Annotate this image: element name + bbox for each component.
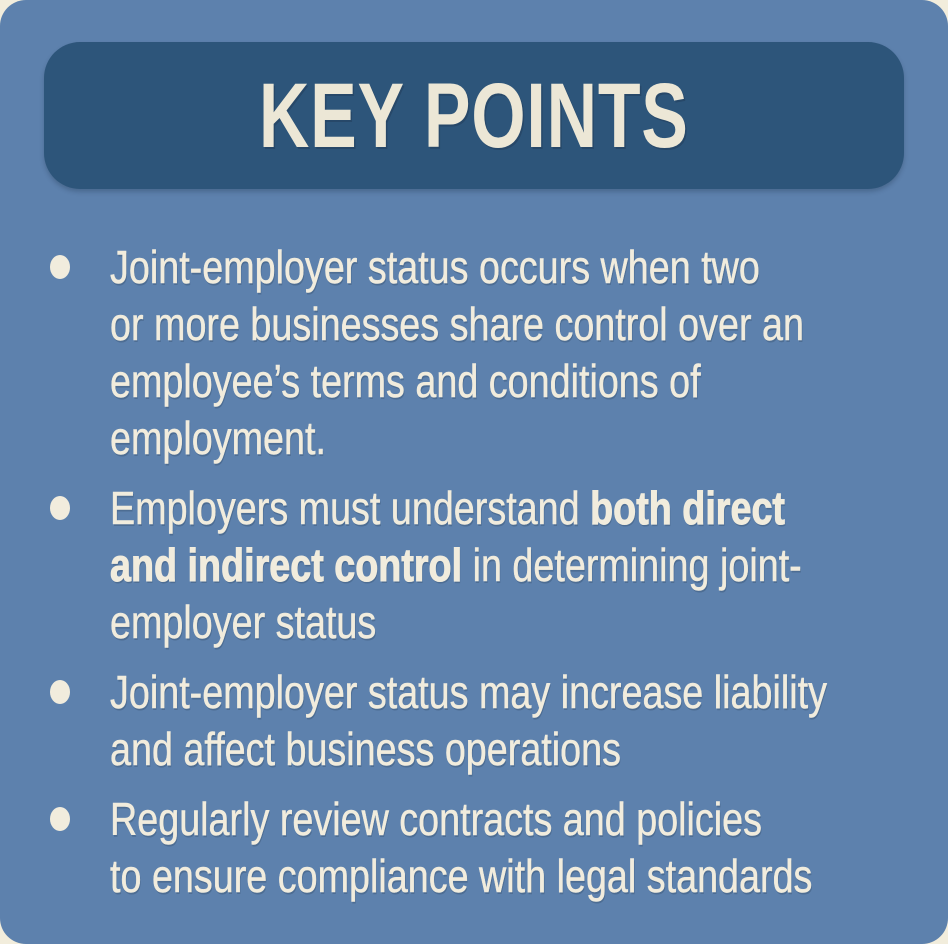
bullet-text-segment: Joint-employer status occurs when two [110,241,760,293]
key-points-list [0,239,948,905]
bullet-text [110,239,804,467]
bullet-text-segment: or more businesses share control over an [110,298,804,350]
bullet-dot-icon [50,255,70,279]
bullet-text-segment: employee’s terms and conditions of [110,355,701,407]
list-item [50,239,918,467]
bullet-text [110,664,827,778]
bullet-text-segment: Joint-employer status may increase liability [110,666,827,718]
bullet-text-segment: in determining joint- [462,539,802,591]
bullet-text [110,480,802,651]
bullet-dot-icon [50,807,70,831]
bullet-text-bold-segment: and indirect control [110,539,463,591]
bullet-text-segment: employer status [110,596,377,648]
bullet-text-segment: Regularly review contracts and policies [110,793,763,845]
bullet-text-segment: to ensure compliance with legal standards [110,850,813,902]
bullet-text-bold-segment: both direct [590,482,786,534]
list-item [50,480,918,651]
bullet-dot-icon [50,680,70,704]
header-banner [44,42,904,189]
bullet-text-segment: Employers must understand [110,482,591,534]
bullet-text-segment: and affect business operations [110,723,621,775]
list-item [50,791,918,905]
bullet-text [110,791,812,905]
bullet-dot-icon [50,496,70,520]
list-item [50,664,918,778]
page-title: KEY POINTS [259,64,689,167]
bullet-text-segment: employment. [110,412,326,464]
